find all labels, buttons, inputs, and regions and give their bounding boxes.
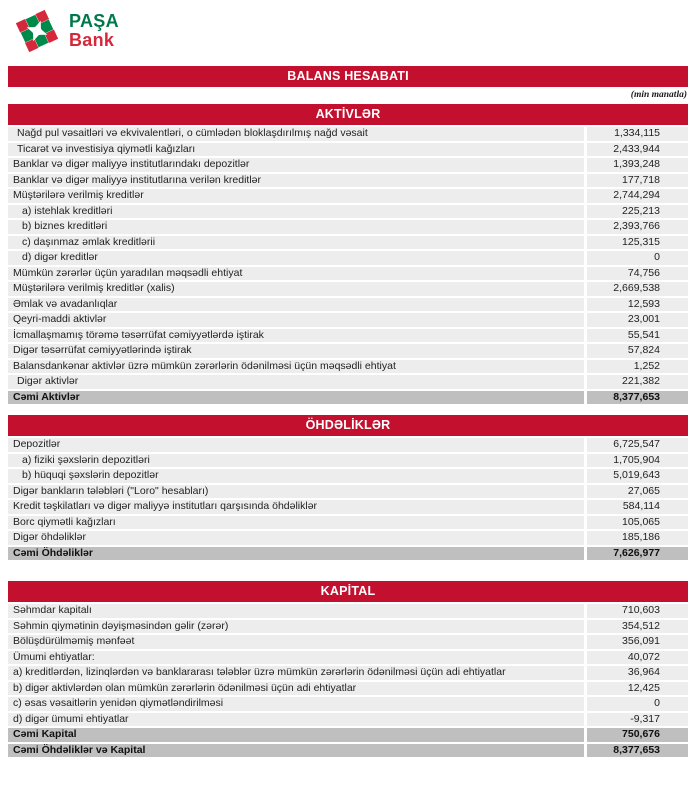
table-row xyxy=(8,189,688,203)
total-row xyxy=(8,391,688,405)
section-assets-header: AKTİVLƏR xyxy=(8,104,688,125)
row-label: c) əsas vəsaitlərin yenidən qiymətləndirilməsi xyxy=(8,697,584,711)
row-value: 185,186 xyxy=(587,531,688,545)
table-row xyxy=(8,485,688,499)
row-value: 750,676 xyxy=(587,728,688,742)
section-liabilities xyxy=(8,415,688,560)
row-value: 8,377,653 xyxy=(587,391,688,405)
row-value: 74,756 xyxy=(587,267,688,281)
row-value: 221,382 xyxy=(587,375,688,389)
table-row xyxy=(8,298,688,312)
row-value: 57,824 xyxy=(587,344,688,358)
row-label: Banklar və digər maliyyə institutlarındakı depozitlər xyxy=(8,158,584,172)
table-row xyxy=(8,251,688,265)
row-label: d) digər ümumi ehtiyatlar xyxy=(8,713,584,727)
row-value: 40,072 xyxy=(587,651,688,665)
row-label: Cəmi Öhdəliklər xyxy=(8,547,584,561)
row-label: Kredit təşkilatları və digər maliyyə institutları qarşısında öhdəliklər xyxy=(8,500,584,514)
row-value: 105,065 xyxy=(587,516,688,530)
row-value: 1,393,248 xyxy=(587,158,688,172)
table-row xyxy=(8,666,688,680)
row-label: Müştərilərə verilmiş kreditlər (xalis) xyxy=(8,282,584,296)
table-row xyxy=(8,205,688,219)
unit-note: (min manatla) xyxy=(630,90,687,100)
pasha-bank-logo-icon xyxy=(14,8,60,54)
table-row xyxy=(8,682,688,696)
row-value: 0 xyxy=(587,697,688,711)
row-label: Bölüşdürülməmiş mənfəət xyxy=(8,635,584,649)
row-label: Nağd pul vəsaitləri və ekvivalentləri, o cümlədən bloklaşdırılmış nağd vəsait xyxy=(8,127,584,141)
row-value: 8,377,653 xyxy=(587,744,688,758)
row-value: 12,425 xyxy=(587,682,688,696)
section-assets xyxy=(8,104,688,404)
table-row xyxy=(8,454,688,468)
row-label: Depozitlər xyxy=(8,438,584,452)
row-value: 354,512 xyxy=(587,620,688,634)
row-value: 356,091 xyxy=(587,635,688,649)
balance-sheet xyxy=(8,66,688,759)
section-capital-rows xyxy=(8,604,688,757)
row-label: c) daşınmaz əmlak kreditlərii xyxy=(8,236,584,250)
table-row xyxy=(8,267,688,281)
row-value: 36,964 xyxy=(587,666,688,680)
row-label: b) hüquqi şəxslərin depozitlər xyxy=(8,469,584,483)
row-value: 55,541 xyxy=(587,329,688,343)
row-label: Əmlak və avadanlıqlar xyxy=(8,298,584,312)
table-row xyxy=(8,635,688,649)
row-label: a) kreditlərdən, lizinqlərdən və banklararası tələblər üzrə mümkün zərərlərin ödənilməsi üçün adi ehtiyatlar xyxy=(8,666,584,680)
table-row xyxy=(8,375,688,389)
table-row xyxy=(8,282,688,296)
table-row xyxy=(8,604,688,618)
row-label: Ümumi ehtiyatlar: xyxy=(8,651,584,665)
table-row xyxy=(8,516,688,530)
table-row xyxy=(8,313,688,327)
section-assets-rows xyxy=(8,127,688,404)
row-value: 177,718 xyxy=(587,174,688,188)
row-label: Səhmdar kapitalı xyxy=(8,604,584,618)
section-liabilities-rows xyxy=(8,438,688,560)
row-value: -9,317 xyxy=(587,713,688,727)
table-row xyxy=(8,360,688,374)
row-label: İcmallaşmamış törəmə təsərrüfat cəmiyyətlərdə iştirak xyxy=(8,329,584,343)
row-label: Digər bankların tələbləri ("Loro" hesabları) xyxy=(8,485,584,499)
table-row xyxy=(8,143,688,157)
table-row xyxy=(8,174,688,188)
table-row xyxy=(8,329,688,343)
row-value: 2,744,294 xyxy=(587,189,688,203)
row-label: a) istehlak kreditləri xyxy=(8,205,584,219)
total-row xyxy=(8,744,688,758)
table-row xyxy=(8,220,688,234)
row-label: Cəmi Öhdəliklər və Kapital xyxy=(8,744,584,758)
row-label: b) biznes kreditləri xyxy=(8,220,584,234)
row-label: Digər təsərrüfat cəmiyyətlərində iştirak xyxy=(8,344,584,358)
table-row xyxy=(8,158,688,172)
row-value: 5,019,643 xyxy=(587,469,688,483)
table-row xyxy=(8,620,688,634)
row-label: Banklar və digər maliyyə institutlarına verilən kreditlər xyxy=(8,174,584,188)
row-label: Ticarət və investisiya qiymətli kağızları xyxy=(8,143,584,157)
bank-name xyxy=(69,12,119,50)
row-value: 12,593 xyxy=(587,298,688,312)
table-row xyxy=(8,438,688,452)
row-value: 27,065 xyxy=(587,485,688,499)
row-value: 2,433,944 xyxy=(587,143,688,157)
table-row xyxy=(8,651,688,665)
row-label: Mümkün zərərlər üçün yaradılan məqsədli ehtiyat xyxy=(8,267,584,281)
row-label: Cəmi Aktivlər xyxy=(8,391,584,405)
row-label: d) digər kreditlər xyxy=(8,251,584,265)
table-row xyxy=(8,531,688,545)
row-label: b) digər aktivlərdən olan mümkün zərərlərin ödənilməsi üçün adi ehtiyatlar xyxy=(8,682,584,696)
total-row xyxy=(8,728,688,742)
total-row xyxy=(8,547,688,561)
row-value: 6,725,547 xyxy=(587,438,688,452)
row-label: Borc qiymətli kağızları xyxy=(8,516,584,530)
row-value: 7,626,977 xyxy=(587,547,688,561)
row-label: Digər öhdəliklər xyxy=(8,531,584,545)
table-row xyxy=(8,344,688,358)
row-label: Səhmin qiymətinin dəyişməsindən gəlir (zərər) xyxy=(8,620,584,634)
row-label: Müştərilərə verilmiş kreditlər xyxy=(8,189,584,203)
row-value: 23,001 xyxy=(587,313,688,327)
row-label: Balansdankənar aktivlər üzrə mümkün zərərlərin ödənilməsi üçün məqsədli ehtiyat xyxy=(8,360,584,374)
table-row xyxy=(8,713,688,727)
row-label: Cəmi Kapital xyxy=(8,728,584,742)
bank-name-bottom: Bank xyxy=(69,30,115,50)
row-value: 1,252 xyxy=(587,360,688,374)
row-value: 2,669,538 xyxy=(587,282,688,296)
table-row xyxy=(8,469,688,483)
section-liabilities-header: ÖHDƏLİKLƏR xyxy=(8,415,688,436)
bank-name-top: PAŞA xyxy=(69,11,119,31)
table-row xyxy=(8,127,688,141)
row-value: 225,213 xyxy=(587,205,688,219)
row-value: 125,315 xyxy=(587,236,688,250)
row-label: Digər aktivlər xyxy=(8,375,584,389)
row-value: 2,393,766 xyxy=(587,220,688,234)
row-value: 584,114 xyxy=(587,500,688,514)
report-title: BALANS HESABATI xyxy=(8,66,688,87)
row-value: 710,603 xyxy=(587,604,688,618)
row-value: 0 xyxy=(587,251,688,265)
row-label: a) fiziki şəxslərin depozitləri xyxy=(8,454,584,468)
row-label: Qeyri-maddi aktivlər xyxy=(8,313,584,327)
section-capital xyxy=(8,581,688,757)
section-capital-header: KAPİTAL xyxy=(8,581,688,602)
table-row xyxy=(8,500,688,514)
table-row xyxy=(8,236,688,250)
pasha-bank-logo xyxy=(14,8,119,54)
table-row xyxy=(8,697,688,711)
row-value: 1,334,115 xyxy=(587,127,688,141)
row-value: 1,705,904 xyxy=(587,454,688,468)
